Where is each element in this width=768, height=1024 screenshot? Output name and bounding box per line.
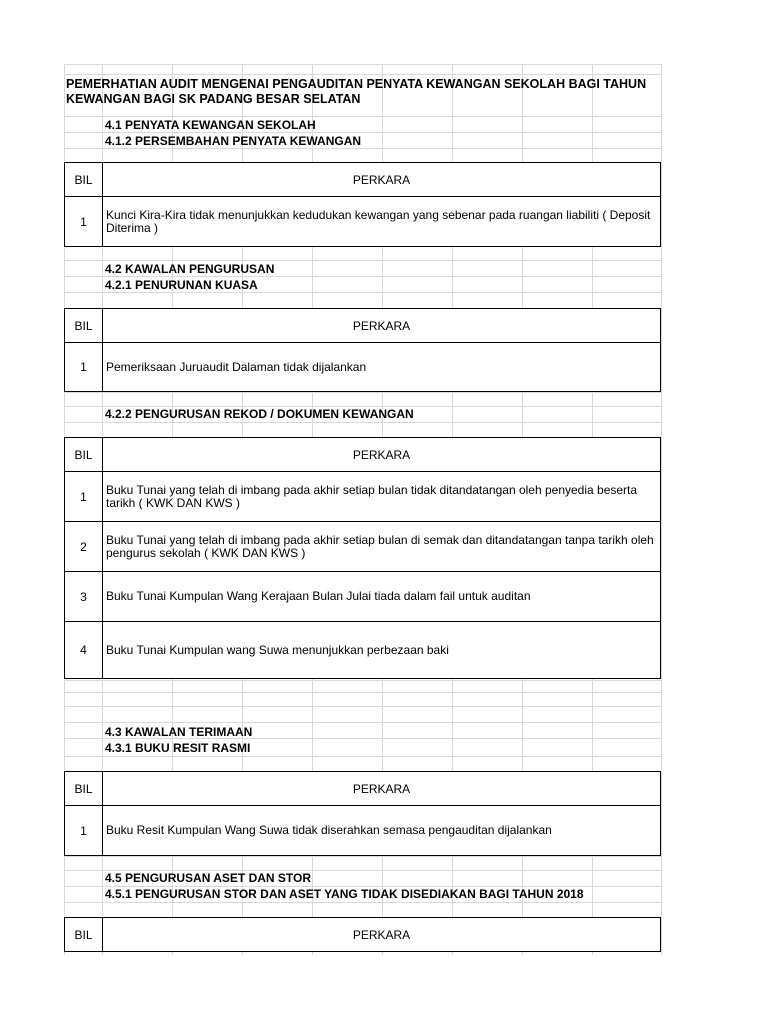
table-row — [65, 572, 661, 622]
gridline-horizontal — [64, 64, 661, 65]
gridline-horizontal — [64, 856, 661, 857]
table-header-row — [65, 309, 661, 343]
section-heading-4-5-1: 4.5.1 PENGURUSAN STOR DAN ASET YANG TIDAK DISEDIAKAN BAGI TAHUN 2018 — [105, 887, 584, 901]
table-header-row — [65, 438, 661, 472]
section-heading-4-1-2: 4.1.2 PERSEMBAHAN PENYATA KEWANGAN — [105, 134, 362, 148]
gridline-horizontal — [64, 722, 661, 723]
table-4-5-1 — [64, 917, 661, 952]
gridline-horizontal — [64, 116, 661, 117]
gridline-horizontal — [64, 422, 661, 423]
column-header-perkara: PERKARA — [103, 309, 661, 343]
section-heading-4-3-1: 4.3.1 BUKU RESIT RASMI — [105, 741, 251, 755]
table-row — [65, 197, 661, 247]
column-header-perkara: PERKARA — [103, 163, 661, 197]
gridline-horizontal — [64, 706, 661, 707]
table-row — [65, 472, 661, 522]
table-row — [65, 522, 661, 572]
column-header-bil: BIL — [65, 772, 103, 806]
section-heading-4-2-2: 4.2.2 PENGURUSAN REKOD / DOKUMEN KEWANGAN — [105, 407, 414, 421]
table-4-2-2 — [64, 437, 661, 679]
row-finding-text: Buku Tunai yang telah di imbang pada akhir setiap bulan tidak ditandatangan oleh penyedia beserta tarikh ( KWK DAN KWS ) — [103, 472, 661, 522]
section-heading-4-5: 4.5 PENGURUSAN ASET DAN STOR — [105, 871, 312, 885]
gridline-horizontal — [64, 392, 661, 393]
row-number: 1 — [65, 472, 103, 522]
table-row — [65, 343, 661, 392]
row-finding-text: Buku Resit Kumpulan Wang Suwa tidak diserahkan semasa pengauditan dijalankan — [103, 806, 661, 856]
gridline-horizontal — [64, 692, 661, 693]
table-4-1-2 — [64, 162, 661, 247]
table-header-row — [65, 918, 661, 952]
table-header-row — [65, 772, 661, 806]
column-header-perkara: PERKARA — [103, 918, 661, 952]
gridline-horizontal — [64, 260, 661, 261]
column-header-bil: BIL — [65, 163, 103, 197]
column-header-bil: BIL — [65, 918, 103, 952]
section-heading-4-2-1: 4.2.1 PENURUNAN KUASA — [105, 278, 258, 292]
column-header-perkara: PERKARA — [103, 438, 661, 472]
gridline-horizontal — [64, 132, 661, 133]
gridline-horizontal — [64, 148, 661, 149]
gridline-vertical — [661, 64, 662, 955]
gridline-horizontal — [64, 292, 661, 293]
table-row — [65, 622, 661, 679]
gridline-horizontal — [64, 74, 661, 75]
document-title-line-2: KEWANGAN BAGI SK PADANG BESAR SELATAN — [66, 92, 361, 106]
table-4-2-1 — [64, 308, 661, 392]
gridline-horizontal — [64, 276, 661, 277]
row-number: 1 — [65, 343, 103, 392]
row-finding-text: Kunci Kira-Kira tidak menunjukkan kedudukan kewangan yang sebenar pada ruangan liabiliti ( Deposit Diterima ) — [103, 197, 661, 247]
section-heading-4-2: 4.2 KAWALAN PENGURUSAN — [105, 262, 275, 276]
row-finding-text: Pemeriksaan Juruaudit Dalaman tidak dijalankan — [103, 343, 661, 392]
row-number: 3 — [65, 572, 103, 622]
document-title-line-1: PEMERHATIAN AUDIT MENGENAI PENGAUDITAN PENYATA KEWANGAN SEKOLAH BAGI TAHUN — [66, 77, 647, 91]
row-finding-text: Buku Tunai Kumpulan Wang Kerajaan Bulan Julai tiada dalam fail untuk auditan — [103, 572, 661, 622]
gridline-horizontal — [64, 902, 661, 903]
table-4-3-1 — [64, 771, 661, 856]
column-header-perkara: PERKARA — [103, 772, 661, 806]
row-finding-text: Buku Tunai yang telah di imbang pada akhir setiap bulan di semak dan ditandatangan tanpa tarikh oleh pengurus sekolah ( KWK DAN KWS ) — [103, 522, 661, 572]
section-heading-4-1: 4.1 PENYATA KEWANGAN SEKOLAH — [105, 118, 316, 132]
row-number: 4 — [65, 622, 103, 679]
row-number: 1 — [65, 806, 103, 856]
table-row — [65, 806, 661, 856]
row-number: 1 — [65, 197, 103, 247]
gridline-horizontal — [64, 680, 661, 681]
row-number: 2 — [65, 522, 103, 572]
column-header-bil: BIL — [65, 438, 103, 472]
column-header-bil: BIL — [65, 309, 103, 343]
table-header-row — [65, 163, 661, 197]
row-finding-text: Buku Tunai Kumpulan wang Suwa menunjukkan perbezaan baki — [103, 622, 661, 679]
section-heading-4-3: 4.3 KAWALAN TERIMAAN — [105, 725, 253, 739]
gridline-horizontal — [64, 756, 661, 757]
